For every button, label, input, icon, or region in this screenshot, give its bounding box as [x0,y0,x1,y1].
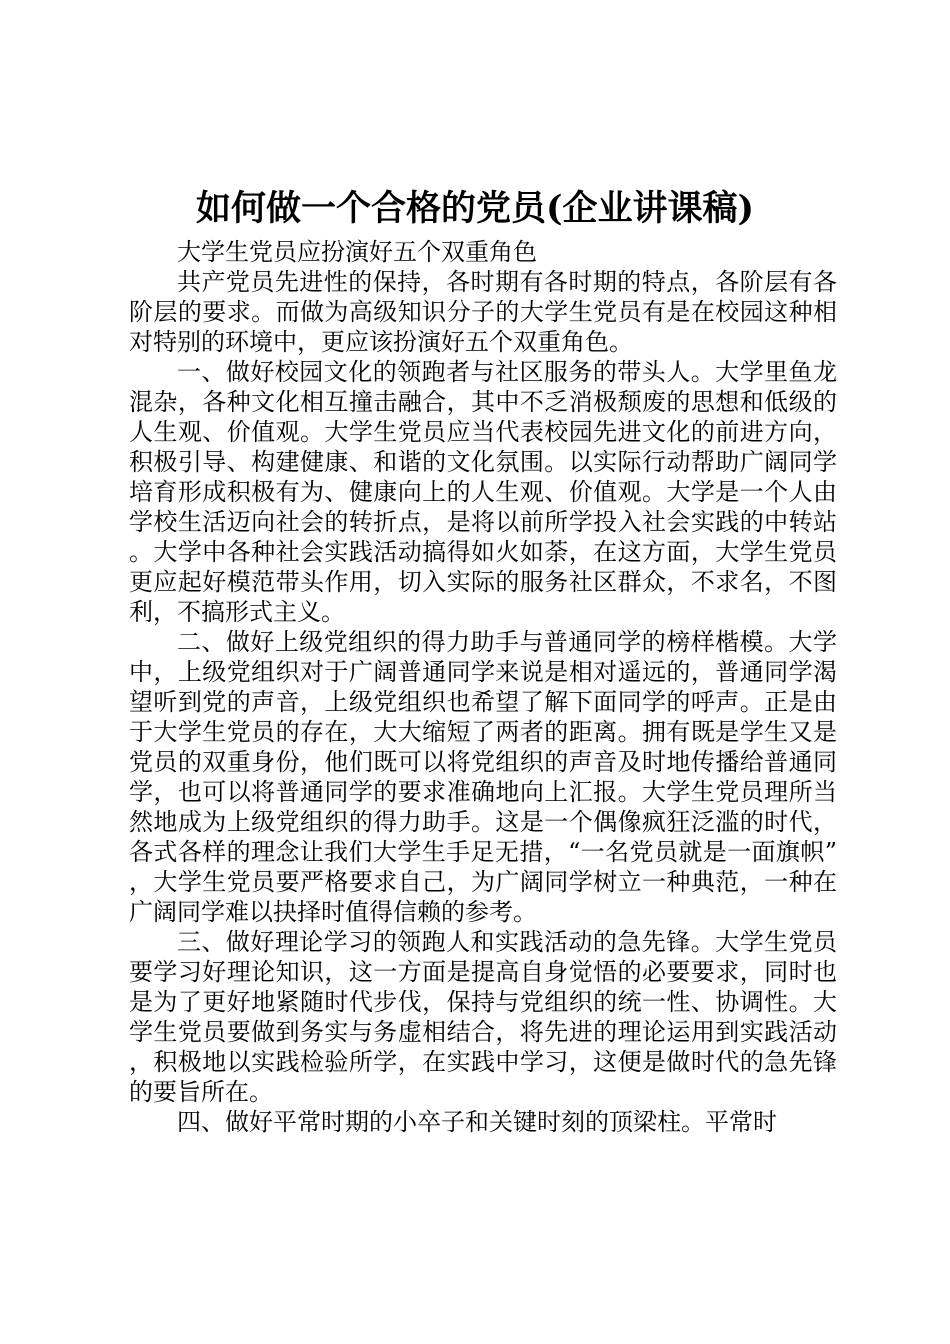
intro-paragraph: 共产党员先进性的保持，各时期有各时期的特点，各阶层有各阶层的要求。而做为高级知识分子的大学生党员有是在校园这种相对特别的环境中，更应该扮演好五个双重角色。 [129,268,837,356]
section-two-paragraph: 二、做好上级党组织的得力助手与普通同学的榜样楷模。大学中，上级党组织对于广阔普通同学来说是相对遥远的，普通同学渴望听到党的声音，上级党组织也希望了解下面同学的呼声。正是由于大学生党员的存在，大大缩短了两者的距离。拥有既是学生又是党员的双重身份，他们既可以将党组织的声音及时地传播给普通同学，也可以将普通同学的要求准确地向上汇报。大学生党员理所当然地成为上级党组织的得力助手。这是一个偶像疯狂泛滥的时代，各式各样的理念让我们大学生手足无措，“一名党员就是一面旗帜”，大学生党员要严格要求自己，为广阔同学树立一种典范，一种在广阔同学难以抉择时值得信赖的参考。 [129,628,837,926]
document-title: 如何做一个合格的党员(企业讲课稿) [195,188,755,229]
subtitle-paragraph: 大学生党员应扮演好五个双重角色 [177,238,537,266]
section-three-paragraph: 三、做好理论学习的领跑人和实践活动的急先锋。大学生党员要学习好理论知识，这一方面是提高自身觉悟的必要要求，同时也是为了更好地紧随时代步伐，保持与党组织的统一性、协调性。大学生党员要做到务实与务虚相结合，将先进的理论运用到实践活动，积极地以实践检验所学，在实践中学习，这便是做时代的急先锋的要旨所在。 [129,928,837,1106]
section-four-paragraph: 四、做好平常时期的小卒子和关键时刻的顶梁柱。平常时 [177,1108,777,1136]
document-body [129,237,837,1137]
section-one-paragraph: 一、做好校园文化的领跑者与社区服务的带头人。大学里鱼龙混杂，各种文化相互撞击融合，其中不乏消极颓废的思想和低级的人生观、价值观。大学生党员应当代表校园先进文化的前进方向，积极引导、构建健康、和谐的文化氛围。以实际行动帮助广阔同学培育形成积极有为、健康向上的人生观、价值观。大学是一个人由学校生活迈向社会的转折点，是将以前所学投入社会实践的中转站。大学中各种社会实践活动搞得如火如荼，在这方面，大学生党员更应起好模范带头作用，切入实际的服务社区群众，不求名，不图利，不搞形式主义。 [129,358,837,626]
